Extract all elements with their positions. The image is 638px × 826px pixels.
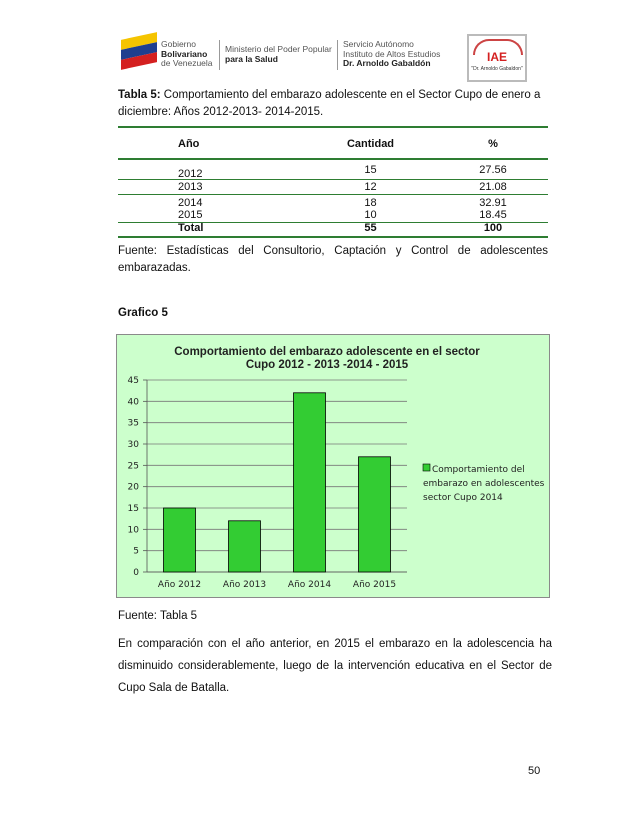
legend-label: sector Cupo 2014 — [423, 493, 503, 503]
x-tick-label: Año 2012 — [157, 580, 202, 590]
page-header — [115, 28, 555, 84]
header-rule — [118, 158, 548, 160]
body-paragraph: En comparación con el año anterior, en 2015 el embarazo en la adolescencia ha disminuido considerablemente, luego de la intervención educativa en el Sector de Cupo Sala de Batalla. — [118, 638, 552, 694]
iae-logo: IAE "Dr. Arnoldo Gabaldon" — [467, 34, 527, 82]
bar-4 — [359, 457, 391, 572]
y-tick-label: 25 — [127, 461, 139, 472]
bar-chart — [116, 334, 550, 598]
legend-label: embarazo en adolescentes — [423, 479, 545, 489]
chart-heading: Grafico 5 — [118, 307, 168, 319]
table-source: Fuente: Estadísticas del Consultorio, Captación y Control de adolescentes embarazadas. — [118, 245, 548, 274]
y-tick-label: 40 — [127, 397, 139, 408]
chart-title-line1: Comportamiento del embarazo adolescente en el sector — [174, 346, 480, 358]
x-tick-label: Año 2013 — [222, 580, 267, 590]
legend-swatch — [423, 464, 430, 471]
y-tick-label: 35 — [127, 418, 139, 429]
x-tick-label: Año 2015 — [352, 580, 397, 590]
bar-1 — [164, 508, 196, 572]
servicio-logo-text: Servicio Autónomo Instituto de Altos Estudios Dr. Arnoldo Gabaldón — [343, 39, 441, 68]
table-top-rule — [118, 126, 548, 128]
bar-3 — [294, 393, 326, 572]
table-caption: Tabla 5: Comportamiento del embarazo adolescente en el Sector Cupo de enero a diciembre: Años 2012-2013- 2014-2015. — [118, 89, 541, 118]
header-year: Año — [178, 138, 200, 150]
y-tick-label: 45 — [127, 376, 139, 386]
y-tick-label: 5 — [133, 546, 139, 557]
x-tick-label: Año 2014 — [287, 580, 332, 590]
y-tick-label: 0 — [133, 568, 139, 578]
y-tick-label: 10 — [127, 525, 139, 536]
y-tick-label: 15 — [127, 504, 139, 514]
chart-source: Fuente: Tabla 5 — [118, 610, 198, 622]
header-pct: % — [488, 138, 498, 150]
bar-2 — [229, 521, 261, 572]
header-qty: Cantidad — [346, 138, 395, 150]
ministerio-logo-text: Ministerio del Poder Popular para la Salud — [225, 44, 332, 64]
legend-label: Comportamiento del — [432, 465, 525, 475]
y-tick-label: 20 — [127, 482, 139, 493]
gobierno-logo-text: Gobierno Bolivariano de Venezuela — [161, 39, 213, 68]
page-number: 50 — [528, 765, 541, 777]
chart-title-line2: Cupo 2012 - 2013 -2014 - 2015 — [245, 359, 409, 371]
venezuela-flag-logo — [121, 32, 157, 70]
y-tick-label: 30 — [127, 440, 139, 450]
table-bottom-rule — [118, 236, 548, 238]
